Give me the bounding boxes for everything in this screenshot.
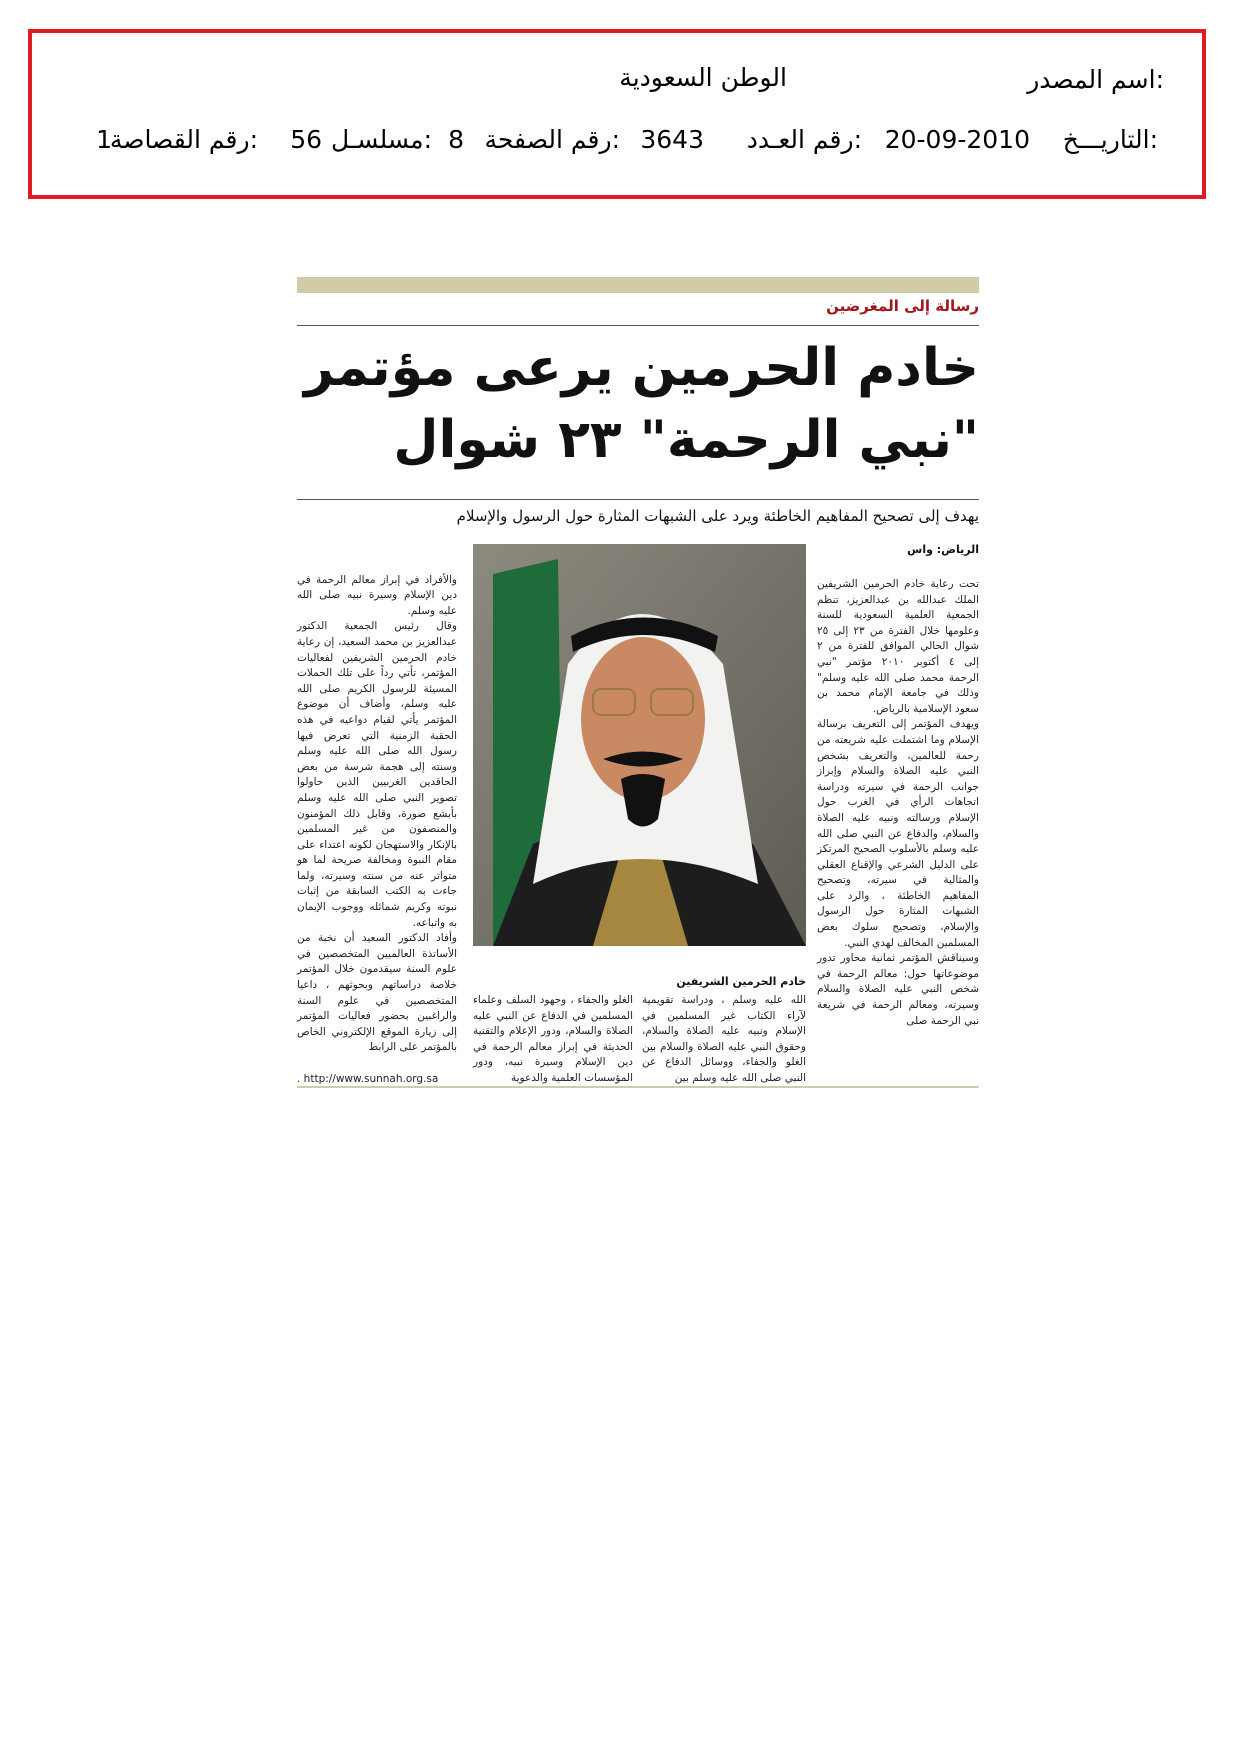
headline-line-2: "نبي الرحمة" ٢٣ شوال bbox=[393, 410, 979, 470]
column-1-paragraph-2: ويهدف المؤتمر إلى التعريف برسالة الإسلام وما اشتملت عليه شريعته من رحمة للعالمين، والتعريف بشخص النبي عليه الصلاة والسلام وإبراز جوانب الرحمة في سيرته ودراسة اتجاهات الرأي في الغرب حول الإسلام ورسالته ونبيه عليه الصلاة والسلام، والدفاع عن النبي صلى الله عليه وسلم بالأسلوب الصحيح المرتكز على الدليل الشرعي والإقناع العقلي والمثالية في سيرته، وتصحيح المفاهيم الخاطئة ، والرد على الشبهات المثارة حول الرسول والإسلام، وتصحيح سلوك بعض المسلمين المخالف لهدي النبي. bbox=[817, 718, 979, 949]
serial-label: مسلسـل: bbox=[331, 125, 432, 154]
column-1 bbox=[817, 577, 979, 1029]
clipping-value: 1 bbox=[96, 125, 112, 154]
date-value: 20-09-2010 bbox=[884, 125, 1030, 154]
column-3-paragraph: الغلو والجفاء ، وجهود السلف وعلماء المسلمين في الدفاع عن النبي عليه الصلاة والسلام، ودور الإعلام والتقنية الحديثة في إبراز معالم الرحمة في دين الإسلام وسيرة نبيه، ودور المؤسسات العلمية والدعوية bbox=[473, 994, 633, 1084]
serial-value: 56 bbox=[290, 125, 322, 154]
rule-under-kicker bbox=[297, 325, 979, 326]
photo-caption: خادم الحرمين الشريفين bbox=[676, 975, 806, 988]
article-dateline: الرياض: واس bbox=[907, 543, 979, 556]
page-value: 8 bbox=[448, 125, 464, 154]
column-4 bbox=[297, 557, 457, 1103]
bottom-rule bbox=[297, 1086, 979, 1088]
clipping-info-box bbox=[28, 29, 1206, 199]
top-color-band bbox=[297, 277, 979, 293]
clipping-label: رقم القصاصة: bbox=[109, 125, 258, 154]
source-value: الوطن السعودية bbox=[619, 63, 787, 92]
column-1-paragraph-1: تحت رعاية خادم الحرمين الشريفين الملك عبدالله بن عبدالعزيز، تنظم الجمعية العلمية السعودية للسنة وعلومها خلال الفترة من ٢٣ إلى ٢٥ شوال الحالي الموافق للفترة من ٢ إلى ٤ أكتوبر ٢٠١٠ مؤتمر "نبي الرحمة محمد صلى الله عليه وسلم" وذلك في جامعة الإمام محمد بن سعود الإسلامية بالرياض. bbox=[817, 578, 979, 715]
issue-label: رقم العـدد: bbox=[746, 125, 862, 154]
article-headline bbox=[297, 332, 979, 476]
date-label: التاريـــخ: bbox=[1062, 125, 1158, 154]
king-photo bbox=[473, 544, 806, 946]
portrait-illustration bbox=[473, 544, 806, 946]
column-2-paragraph: الله عليه وسلم ، ودراسة تقويمية لآراء الكتاب غير المسلمين في الإسلام ونبيه عليه الصلاة والسلام، وحقوق النبي عليه الصلاة والسلام بين الغلو والجفاء، ووسائل الدفاع عن النبي صلى الله عليه وسلم بين bbox=[642, 994, 806, 1084]
column-1-paragraph-3: وسيناقش المؤتمر ثمانية محاور تدور موضوعاتها حول: معالم الرحمة في شخص النبي عليه الصلاة والسلام وسيرته، ومعالم الرحمة في شريعة نبي الرحمة صلى bbox=[817, 952, 979, 1027]
article-kicker: رسالة إلى المغرضين bbox=[826, 297, 979, 315]
issue-value: 3643 bbox=[640, 125, 704, 154]
column-4-paragraph: والأفراد في إبراز معالم الرحمة في دين الإسلام وسيرة نبيه صلى الله عليه وسلم. وقال رئيس الجمعية الدكتور عبدالعزيز بن محمد السعيد، إن رعاية خادم الحرمين الشريفين لفعاليات المؤتمر، تأتي رداً على تلك الحملات المسيئة للرسول الكريم صلى الله عليه وسلم، وأضاف أن موضوع المؤتمر يأتي لقيام دواعيه في هذه الحقبة الزمنية التي تعرض فيها رسول الله صلى الله عليه وسلم وسنته إلى هجمة شرسة من بعض الحاقدين الغربيين الذين حاولوا تصوير النبي صلى الله عليه وسلم بأبشع صورة، وقابل ذلك المؤمنون والمنصفون من غير المسلمين بالإنكار والاستهجان لكونه اعتداء على مقام النبوة ومخالفة صريحة لما هو متواتر عنه من سنته وسيرته، ولما جاءت به الكتب السابقة من إثبات نبوته وكريم شمائله ووجوب الإيمان به واتباعه. وأفاد الدكتور السعيد أن نخبة من الأساتذة العالميين المتخصصين في علوم السنة سيقدمون خلال المؤتمر خلاصة دراساتهم وبحوثهم ، داعيا المتخصصين في علوم السنة والراغبين بحضور فعاليات المؤتمر إلى زيارة الموقع الإلكتروني الخاص بالمؤتمر على الرابط bbox=[297, 573, 457, 1054]
headline-line-1: خادم الحرمين يرعى مؤتمر bbox=[303, 338, 979, 398]
column-3 bbox=[473, 993, 633, 1087]
column-2 bbox=[642, 993, 806, 1087]
page-label: رقم الصفحة: bbox=[484, 125, 620, 154]
conference-url: . http://www.sunnah.org.sa bbox=[297, 1072, 439, 1085]
rule-under-headline bbox=[297, 499, 979, 500]
source-label: اسم المصدر: bbox=[1027, 65, 1164, 94]
article-subhead: يهدف إلى تصحيح المفاهيم الخاطئة ويرد على الشبهات المثارة حول الرسول والإسلام bbox=[456, 507, 979, 525]
